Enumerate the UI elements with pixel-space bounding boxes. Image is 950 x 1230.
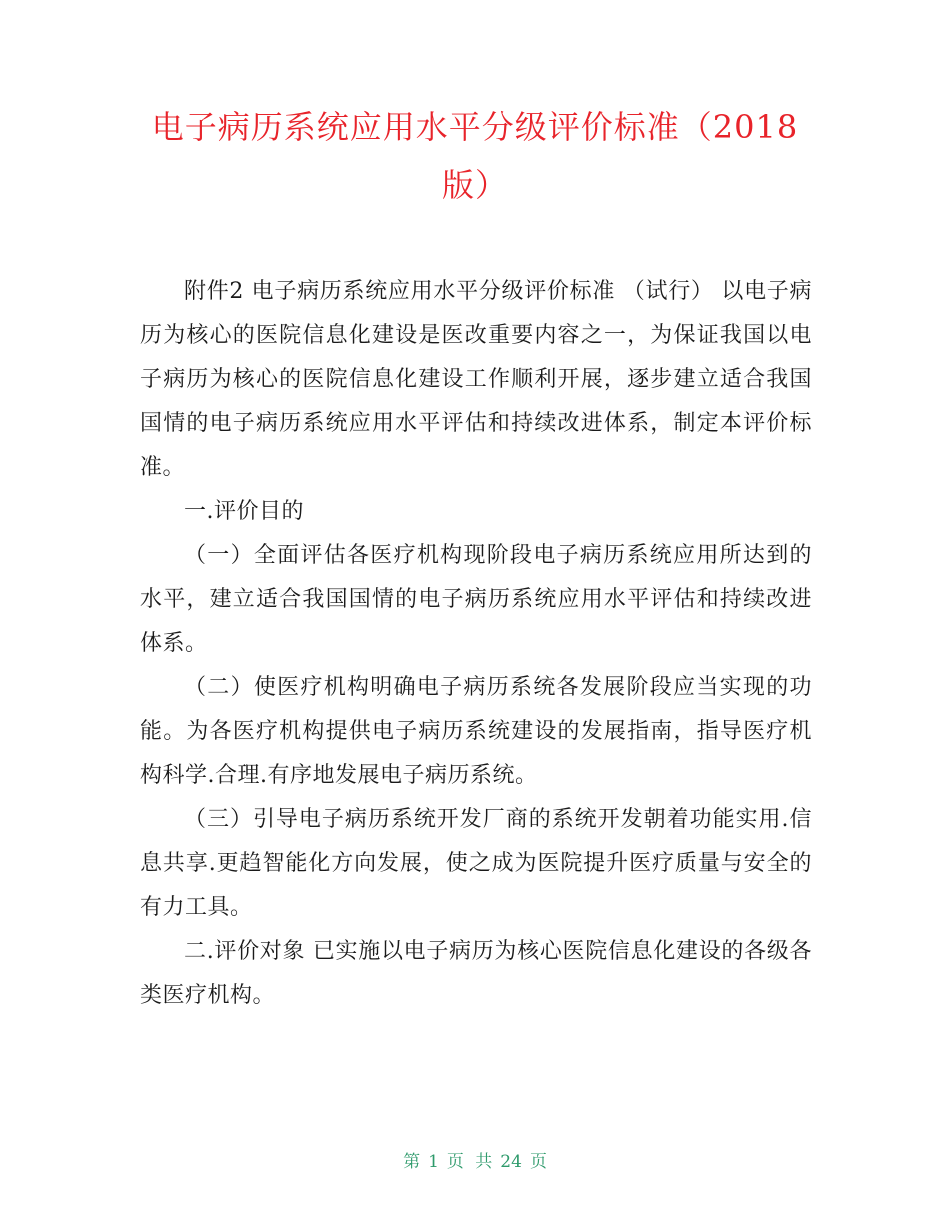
document-body [140, 270, 812, 1018]
footer-label-prefix: 第 [403, 1152, 421, 1172]
paragraph-evaluation-target: 二.评价对象 已实施以电子病历为核心医院信息化建设的各级各类医疗机构。 [140, 939, 812, 1008]
paragraph-purpose-1: （一）全面评估各医疗机构现阶段电子病历系统应用所达到的水平，建立适合我国国情的电子病历系统应用水平评估和持续改进体系。 [140, 543, 812, 656]
page-footer [0, 1150, 950, 1174]
document-title: 电子病历系统应用水平分级评价标准（2018版） [151, 108, 799, 204]
footer-label-middle: 页 共 [446, 1152, 493, 1172]
paragraph-purpose-3: （三）引导电子病历系统开发厂商的系统开发朝着功能实用.信息共享.更趋智能化方向发展，使之成为医院提升医疗质量与安全的有力工具。 [140, 807, 812, 920]
footer-label-suffix: 页 [529, 1152, 547, 1172]
footer-current-page: 1 [428, 1152, 439, 1172]
section-heading-evaluation-purpose: 一.评价目的 [184, 499, 304, 524]
paragraph-intro: 附件2 电子病历系统应用水平分级评价标准 （试行） 以电子病历为核心的医院信息化建设是医改重要内容之一，为保证我国以电子病历为核心的医院信息化建设工作顺利开展，逐步建立适合我国国情的电子病历系统应用水平评估和持续改进体系，制定本评价标准。 [140, 279, 812, 480]
footer-total-pages: 24 [500, 1152, 522, 1172]
paragraph-purpose-2: （二）使医疗机构明确电子病历系统各发展阶段应当实现的功能。为各医疗机构提供电子病历系统建设的发展指南，指导医疗机构科学.合理.有序地发展电子病历系统。 [140, 675, 812, 788]
